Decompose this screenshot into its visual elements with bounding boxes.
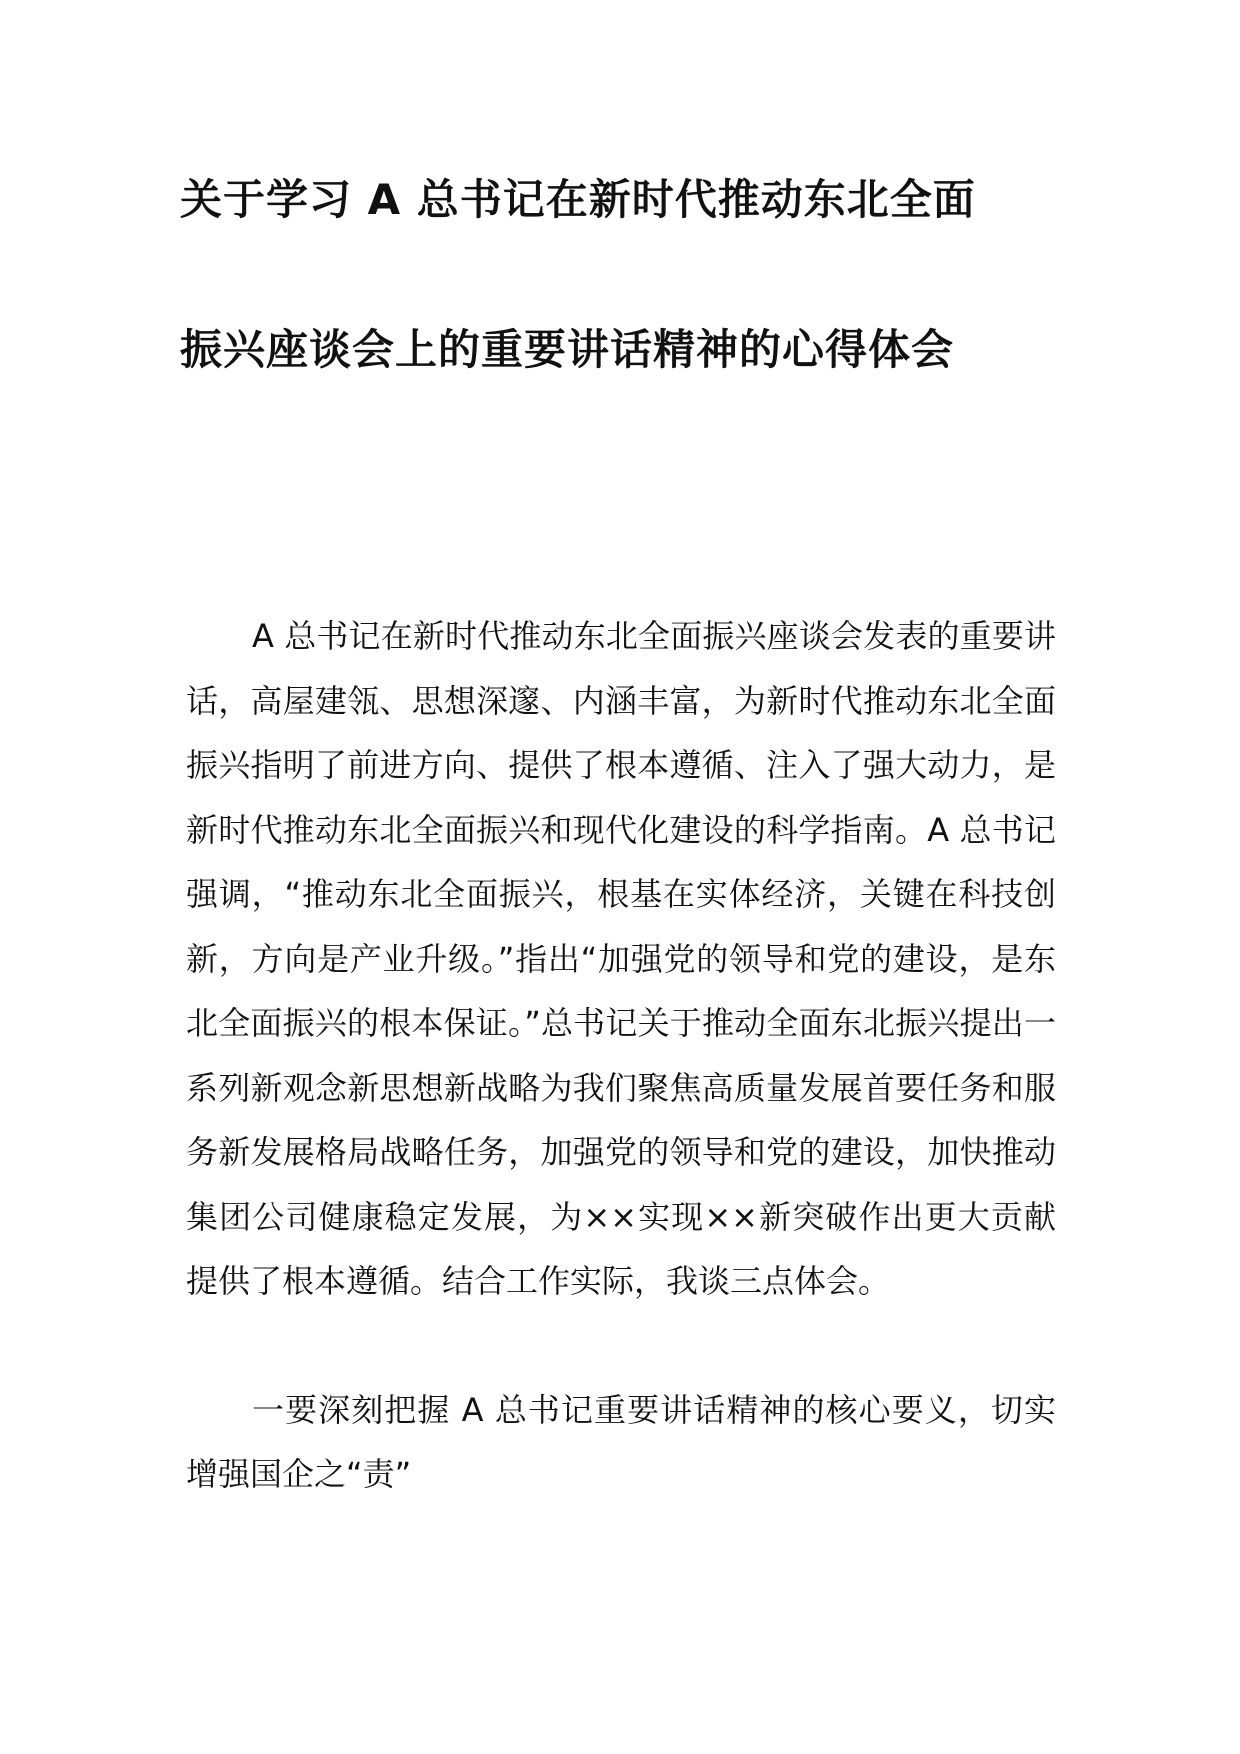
paragraph-intro: A 总书记在新时代推动东北全面振兴座谈会发表的重要讲话，高屋建瓴、思想深邃、内涵丰富，为新时代推动东北全面振兴指明了前进方向、提供了根本遵循、注入了强大动力，是新时代推动东北全面振兴和现代化建设的科学指南。A 总书记强调，“推动东北全面振兴，根基在实体经济，关键在科技创新，方向是产业升级。”指出“加强党的领导和党的建设，是东北全面振兴的根本保证。”总书记关于推动全面东北振兴提出一系列新观念新思想新战略为我们聚焦高质量发展首要任务和服务新发展格局战略任务，加强党的领导和党的建设，加快推动集团公司健康稳定发展，为××实现××新突破作出更大贡献提供了根本遵循。结合工作实际，我谈三点体会。: [186, 617, 1056, 1300]
document-body: [186, 604, 1056, 1507]
paragraph-point-one: 一要深刻把握 A 总书记重要讲话精神的核心要义，切实增强国企之“责”: [186, 1390, 1056, 1493]
document-title: [180, 170, 1060, 470]
title-line-2: 振兴座谈会上的重要讲话精神的心得体会: [180, 325, 955, 374]
title-line-1: 关于学习 A 总书记在新时代推动东北全面: [180, 175, 976, 224]
